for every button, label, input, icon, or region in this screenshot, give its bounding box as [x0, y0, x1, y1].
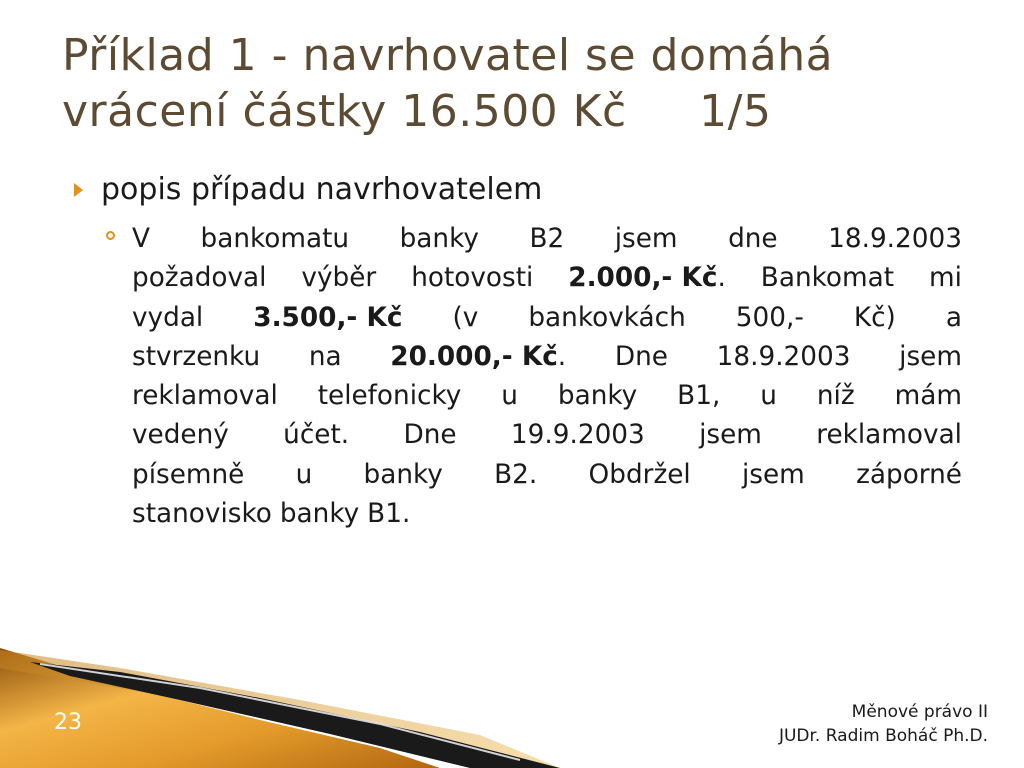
paragraph-word: a [945, 302, 962, 333]
slide-title [62, 28, 1002, 140]
paragraph-word: výběr [301, 263, 377, 294]
paragraph-word: reklamoval [816, 420, 962, 451]
paragraph-word: B1, [677, 381, 721, 412]
paragraph-word: banky [557, 381, 638, 412]
paragraph-word: u [501, 381, 518, 412]
paragraph-line [132, 338, 962, 377]
paragraph-word: vydal [132, 302, 204, 333]
paragraph-word: stanovisko [132, 499, 272, 530]
paragraph-word: stvrzenku [132, 341, 261, 372]
paragraph-word: 18.9.2003 [828, 224, 962, 254]
paragraph-word: reklamoval [132, 381, 278, 412]
paragraph-word: Dne [614, 341, 668, 372]
paragraph-word: (v [452, 302, 479, 333]
paragraph-word: 20.000,- Kč. [390, 341, 567, 372]
paragraph-line [132, 377, 962, 416]
paragraph-word: bankovkách [528, 302, 686, 333]
paragraph-word: telefonicky [317, 381, 462, 412]
paragraph-word: Obdržel [588, 459, 691, 490]
triangle-bullet-icon [74, 183, 83, 197]
paragraph-word: účet. [283, 420, 350, 451]
paragraph-word: požadoval [132, 263, 267, 294]
paragraph-word: vedený [132, 420, 229, 451]
paragraph-word: jsem [899, 341, 962, 372]
paragraph-word: V [132, 224, 150, 254]
paragraph-word: Bankomat [760, 263, 895, 294]
paragraph-word: níž [816, 381, 855, 412]
slide-title-line-2: vrácení částky 16.500 Kč 1/5 [62, 86, 772, 137]
slide-title-line-1: Příklad 1 - navrhovatel se domáhá [62, 30, 834, 81]
paragraph-word: jsem [742, 459, 805, 490]
paragraph-word: 18.9.2003 [716, 341, 851, 372]
paragraph-word: 2.000,- Kč. [568, 263, 726, 294]
paragraph-line [132, 299, 962, 338]
case-description-paragraph [132, 220, 962, 534]
page-number: 23 [54, 710, 82, 735]
paragraph-word: bankomatu [200, 224, 350, 254]
paragraph-word: B1. [367, 499, 411, 530]
footer [779, 700, 988, 748]
sub-bullet-item [106, 220, 962, 534]
paragraph-word: B2 [529, 224, 565, 254]
paragraph-word: Kč) [853, 302, 896, 333]
paragraph-word: na [308, 341, 342, 372]
paragraph-word: banky [363, 459, 443, 490]
main-bullet-text: popis případu navrhovatelem [101, 172, 543, 207]
paragraph-word: 3.500,- Kč [253, 302, 403, 333]
paragraph-word: Dne [403, 420, 457, 451]
paragraph-line [132, 416, 962, 455]
paragraph-line [132, 495, 962, 534]
ring-bullet-icon [106, 231, 115, 240]
paragraph-word: banky [399, 224, 479, 254]
paragraph-word: písemně [132, 459, 245, 490]
paragraph-word: banky [279, 499, 360, 530]
paragraph-word: u [295, 459, 313, 490]
main-bullet-item [74, 170, 542, 210]
paragraph-word: hotovosti [411, 263, 534, 294]
paragraph-line [132, 220, 962, 259]
paragraph-line [132, 456, 962, 495]
paragraph-line [132, 259, 962, 298]
paragraph-word: mi [929, 263, 962, 294]
paragraph-word: B2. [494, 459, 538, 490]
paragraph-word: dne [728, 224, 778, 254]
paragraph-word: 500,- [735, 302, 804, 333]
paragraph-word: jsem [699, 420, 762, 451]
footer-course-title: Měnové právo II [851, 702, 988, 722]
paragraph-word: 19.9.2003 [510, 420, 645, 451]
paragraph-word: mám [894, 381, 962, 412]
footer-author: JUDr. Radim Boháč Ph.D. [778, 726, 988, 746]
paragraph-word: jsem [614, 224, 678, 254]
paragraph-word: u [760, 381, 777, 412]
paragraph-word: záporné [856, 459, 962, 490]
